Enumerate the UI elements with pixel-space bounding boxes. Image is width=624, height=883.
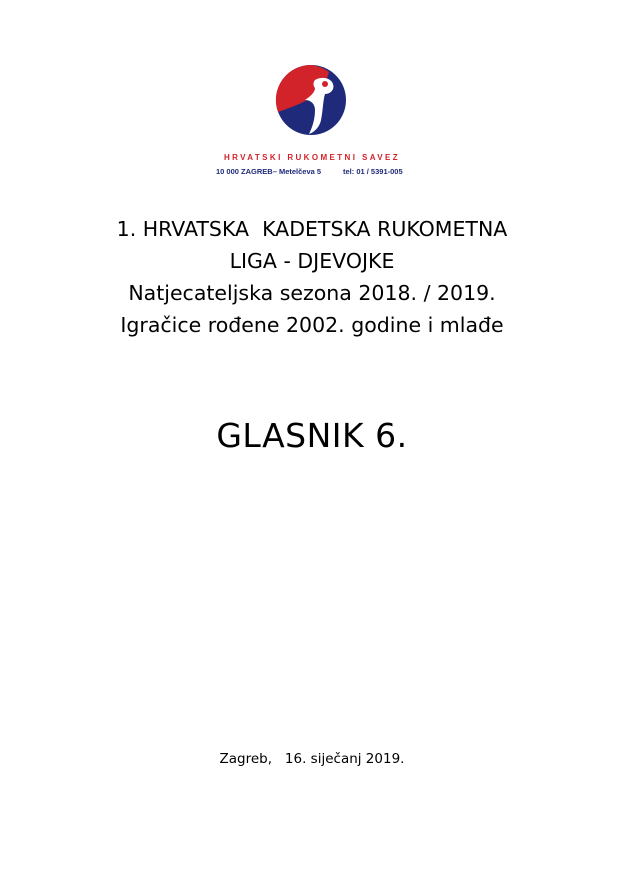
title-line-3: Natjecateljska sezona 2018. / 2019. [128,281,496,305]
place-and-date: Zagreb, 16. siječanj 2019. [219,751,405,767]
organization-phone: tel: 01 / 5391-005 [343,167,403,176]
bulletin-heading: GLASNIK 6. [216,416,408,455]
organization-address: 10 000 ZAGREB– Metelčeva 5 [216,167,322,176]
handball-federation-logo-icon [275,64,347,136]
title-line-2: LIGA - DJEVOJKE [229,249,395,273]
title-line-1: 1. HRVATSKA KADETSKA RUKOMETNA [116,217,508,241]
organization-name: HRVATSKI RUKOMETNI SAVEZ [223,153,401,162]
title-line-4: Igračice rođene 2002. godine i mlađe [120,313,504,337]
document-title [0,213,624,341]
